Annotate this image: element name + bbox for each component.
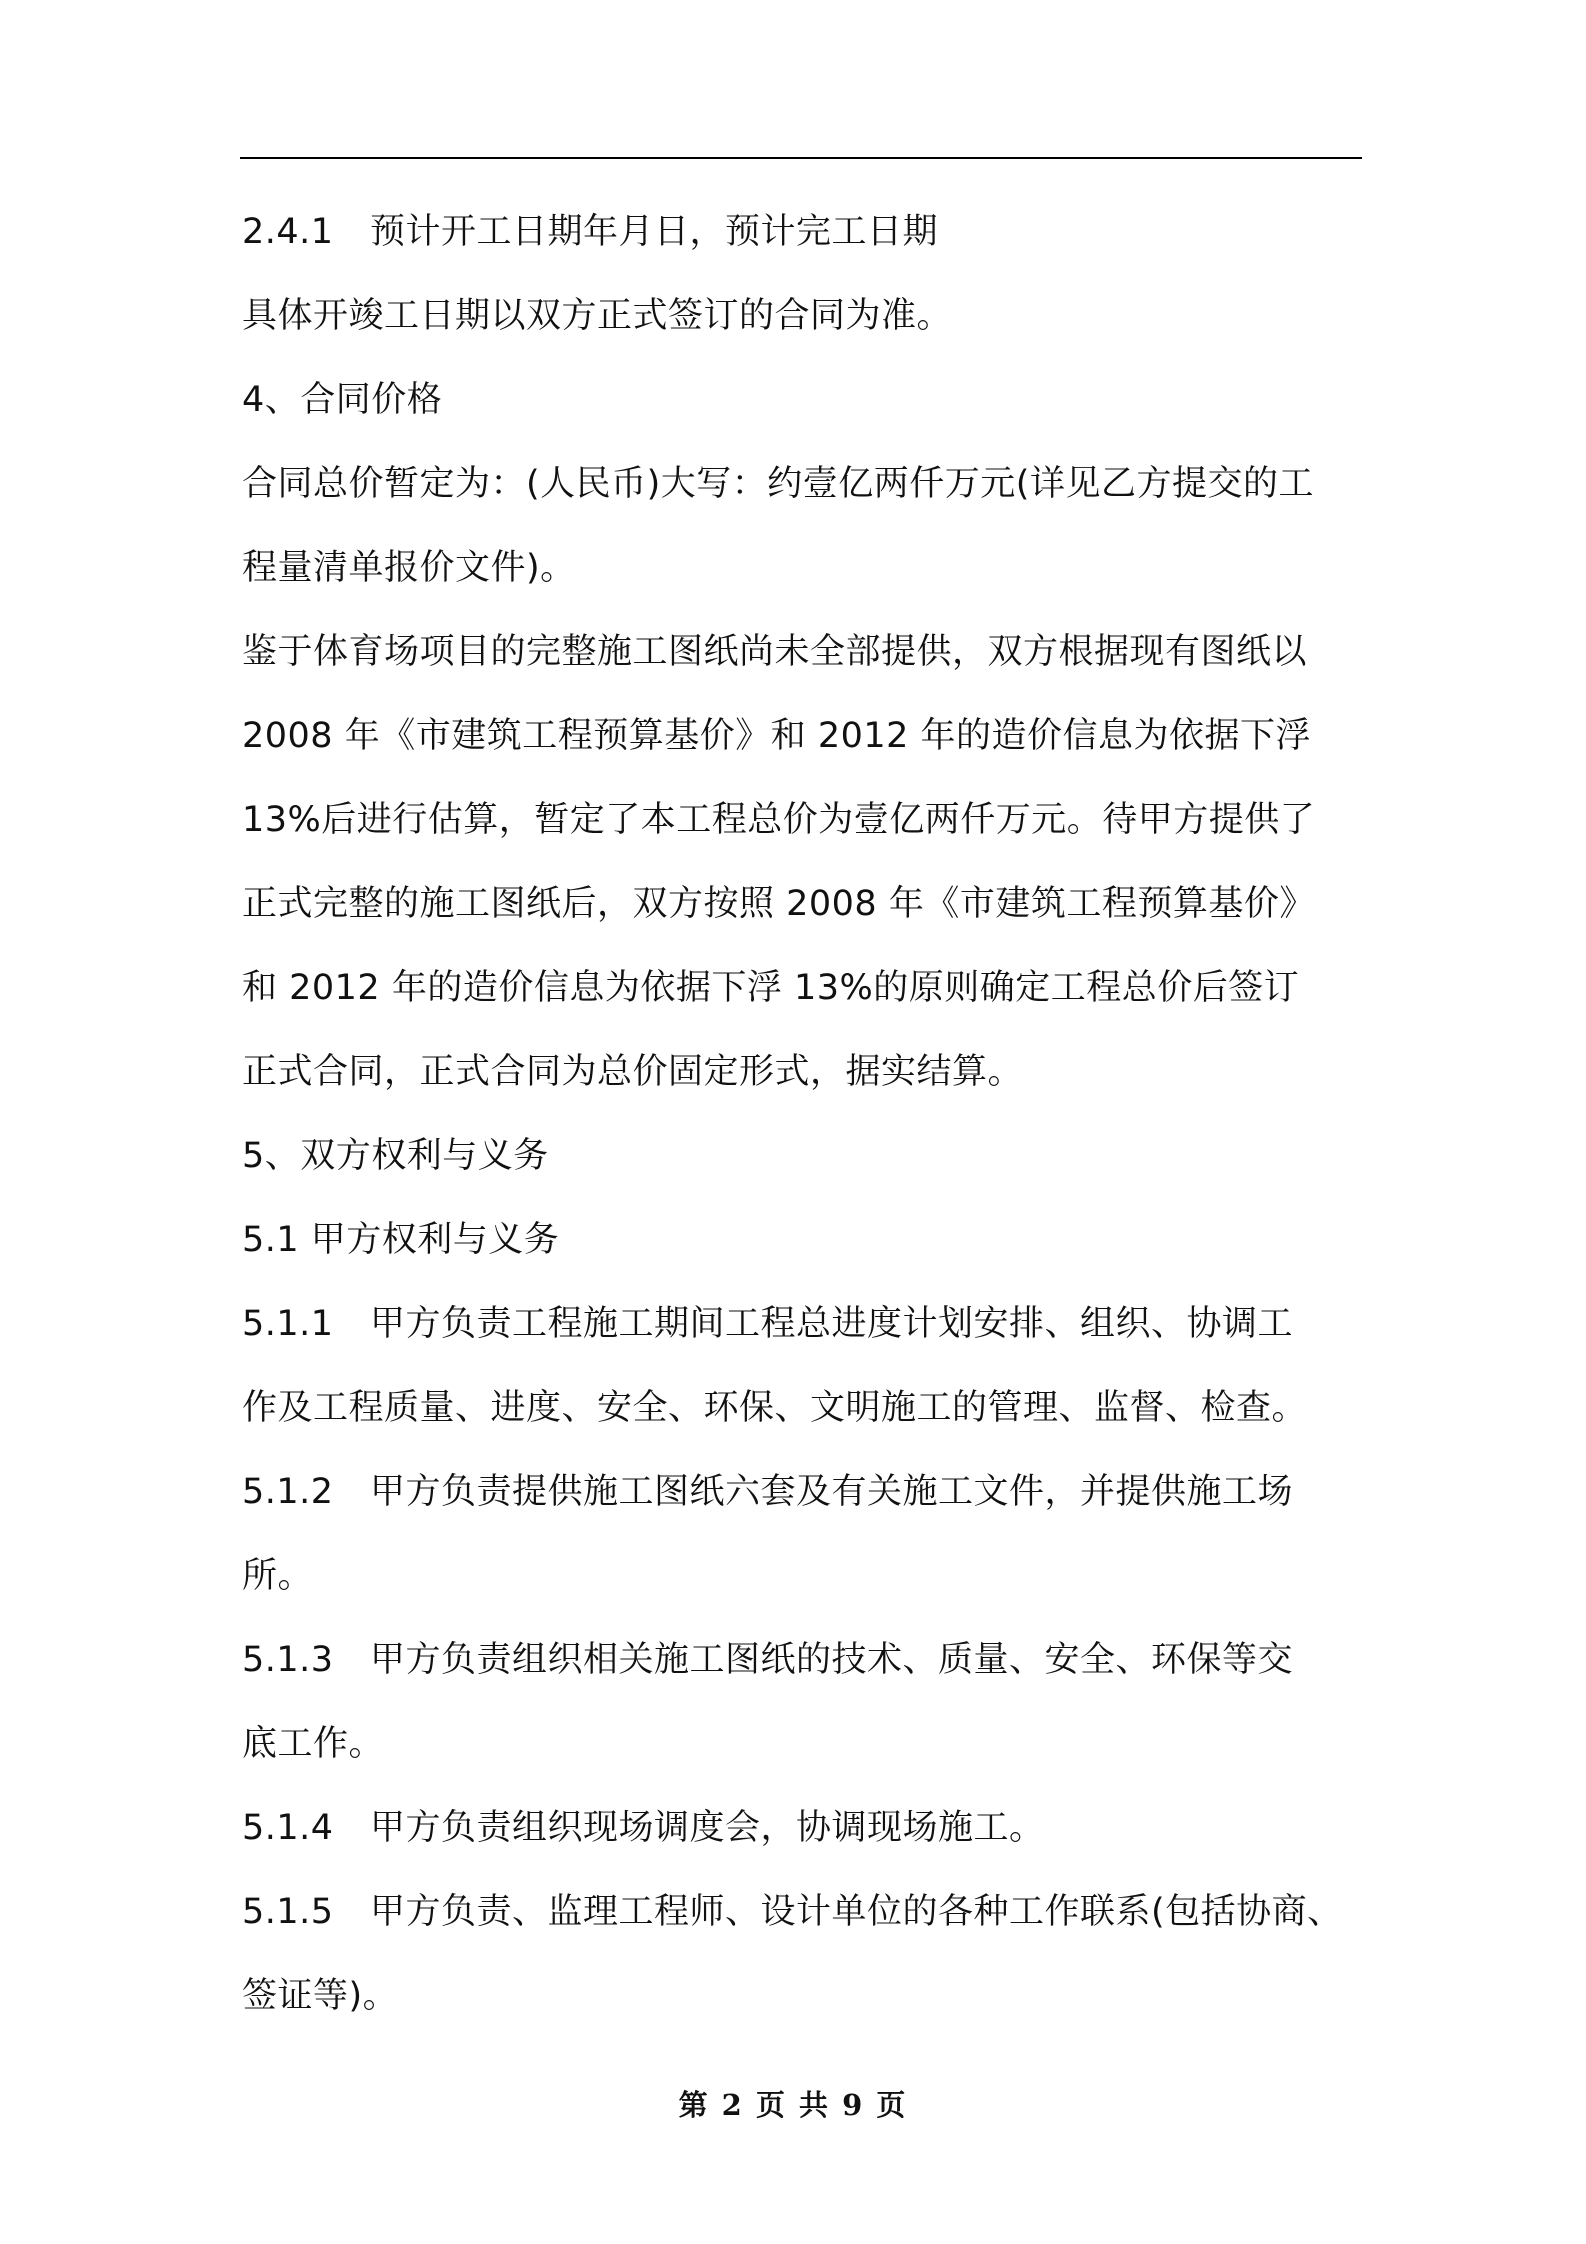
clause-number: 5.1.3 (242, 1640, 334, 1680)
paragraph-line (242, 694, 1364, 778)
paragraph-line (242, 946, 1364, 1030)
paragraph-line (242, 1534, 1364, 1618)
subsection-heading (242, 1198, 1364, 1282)
clause-number: 5.1.4 (242, 1808, 334, 1848)
line-text: 具体开竣工日期以双方正式签订的合同为准。 (242, 296, 953, 336)
paragraph-line (242, 1870, 1364, 1954)
line-text: 底工作。 (242, 1724, 385, 1764)
line-text: 签证等)。 (242, 1976, 399, 2016)
line-text: 作及工程质量、进度、安全、环保、文明施工的管理、监督、检查。 (242, 1388, 1308, 1428)
paragraph-line (242, 442, 1364, 526)
paragraph-line (242, 1030, 1364, 1114)
line-text: 甲方负责、监理工程师、设计单位的各种工作联系(包括协商、 (370, 1892, 1343, 1932)
line-text: 和 2012 年的造价信息为依据下浮 13%的原则确定工程总价后签订 (242, 968, 1300, 1008)
line-text: 甲方负责组织现场调度会，协调现场施工。 (370, 1808, 1045, 1848)
clause-number: 5.1.2 (242, 1472, 334, 1512)
paragraph-line (242, 862, 1364, 946)
line-text: 正式完整的施工图纸后，双方按照 2008 年《市建筑工程预算基价》 (242, 884, 1315, 924)
line-text: 甲方负责工程施工期间工程总进度计划安排、组织、协调工 (370, 1304, 1294, 1344)
paragraph-line (242, 190, 1364, 274)
paragraph-line (242, 1366, 1364, 1450)
clause-number: 2.4.1 (242, 212, 334, 252)
line-text: 正式合同，正式合同为总价固定形式，据实结算。 (242, 1052, 1024, 1092)
line-text: 预计开工日期年月日，预计完工日期 (370, 212, 939, 252)
paragraph-line (242, 274, 1364, 358)
line-text: 甲方负责提供施工图纸六套及有关施工文件，并提供施工场 (370, 1472, 1294, 1512)
section-heading (242, 358, 1364, 442)
document-body (242, 190, 1364, 2038)
line-text: 5、双方权利与义务 (242, 1136, 549, 1176)
line-text: 程量清单报价文件)。 (242, 548, 576, 588)
section-heading (242, 1114, 1364, 1198)
line-text: 13%后进行估算，暂定了本工程总价为壹亿两仟万元。待甲方提供了 (242, 800, 1316, 840)
page-footer: 第 2 页 共 9 页 (678, 2088, 908, 2122)
paragraph-line (242, 1702, 1364, 1786)
paragraph-line (242, 1786, 1364, 1870)
paragraph-line (242, 610, 1364, 694)
line-text: 所。 (242, 1556, 314, 1596)
paragraph-line (242, 778, 1364, 862)
line-text: 4、合同价格 (242, 380, 443, 420)
clause-number: 5.1.5 (242, 1892, 334, 1932)
paragraph-line (242, 1954, 1364, 2038)
line-text: 5.1 甲方权利与义务 (242, 1220, 560, 1260)
paragraph-line (242, 1618, 1364, 1702)
paragraph-line (242, 1450, 1364, 1534)
line-text: 2008 年《市建筑工程预算基价》和 2012 年的造价信息为依据下浮 (242, 716, 1312, 756)
line-text: 鉴于体育场项目的完整施工图纸尚未全部提供，双方根据现有图纸以 (242, 632, 1308, 672)
paragraph-line (242, 1282, 1364, 1366)
header-rule (240, 157, 1362, 159)
paragraph-line (242, 526, 1364, 610)
line-text: 甲方负责组织相关施工图纸的技术、质量、安全、环保等交 (370, 1640, 1294, 1680)
line-text: 合同总价暂定为：(人民币)大写：约壹亿两仟万元(详见乙方提交的工 (242, 464, 1314, 504)
clause-number: 5.1.1 (242, 1304, 334, 1344)
